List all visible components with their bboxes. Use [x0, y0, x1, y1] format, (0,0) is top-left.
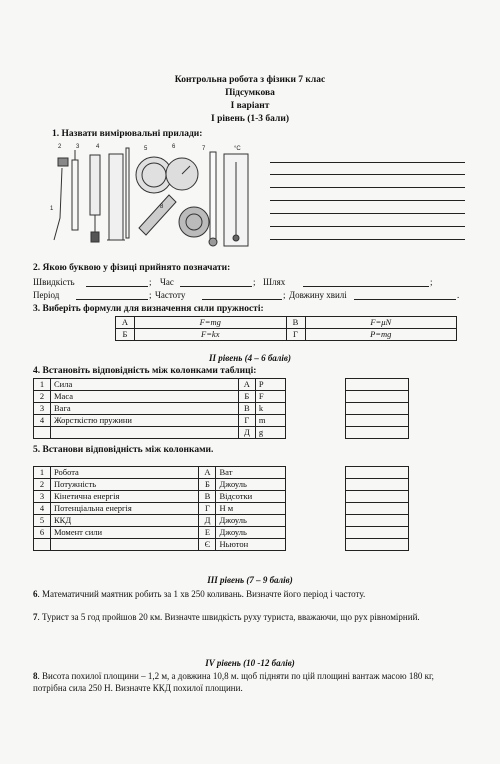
answer-row[interactable] [346, 403, 409, 415]
answer-row[interactable] [346, 479, 409, 491]
q2-period-blank[interactable] [76, 299, 148, 300]
instruments-image [44, 140, 254, 255]
table-cell: Потужність [51, 479, 199, 491]
table-row [34, 491, 286, 503]
answer-row[interactable] [346, 503, 409, 515]
table-cell: В [238, 403, 255, 415]
img-num-1: 1 [50, 206, 54, 212]
table-row [34, 415, 286, 427]
answer-cell[interactable] [346, 539, 409, 551]
q2-item-wavelength: Довжину хвилі [289, 290, 347, 300]
table-cell: k [255, 403, 285, 415]
table-row [34, 539, 286, 551]
table-cell: 5 [34, 515, 51, 527]
table-cell [34, 539, 51, 551]
q2-item-period: Період [33, 290, 60, 300]
q8-text: 8. Висота похилої площини – 1,2 м, а довжина 10,8 м. щоб підняти по цій площині вантаж масою 180 кг, потрібна сила 250 Н. Визначте ККД похилої площини. [33, 671, 434, 693]
level1-heading: І рівень (1-3 бали) [211, 114, 289, 124]
answer-row[interactable] [346, 379, 409, 391]
answer-row[interactable] [346, 415, 409, 427]
table-cell [51, 539, 199, 551]
table-cell: Д [199, 515, 216, 527]
table-cell: 1 [34, 467, 51, 479]
table-cell: А [238, 379, 255, 391]
table-row [34, 479, 286, 491]
table-row [34, 403, 286, 415]
table-cell: Джоуль [216, 515, 286, 527]
q2-item-speed: Швидкість [33, 277, 75, 287]
q3-table [115, 316, 457, 341]
table-cell: 6 [34, 527, 51, 539]
table-cell: В [199, 491, 216, 503]
table-cell: Джоуль [216, 479, 286, 491]
q1-label: 1. Назвати вимірювальні прилади: [52, 129, 203, 139]
answer-cell[interactable] [346, 527, 409, 539]
table-cell: 1 [34, 379, 51, 391]
table-cell [34, 427, 51, 439]
answer-row[interactable] [346, 467, 409, 479]
table-cell: g [255, 427, 285, 439]
answer-cell[interactable] [346, 515, 409, 527]
answer-cell[interactable] [346, 379, 409, 391]
q2-item-frequency: Частоту [155, 290, 186, 300]
table-cell: Б [238, 391, 255, 403]
table-cell: 2 [34, 391, 51, 403]
q2-item-time: Час [160, 277, 174, 287]
table-cell: F [255, 391, 285, 403]
table-cell: 4 [34, 503, 51, 515]
table-cell: Сила [51, 379, 239, 391]
table-cell: Потенціальна енергія [51, 503, 199, 515]
table-row: А F=mg В F=μN [116, 317, 457, 329]
q4-answer-grid[interactable] [345, 378, 409, 439]
table-cell: Е [199, 527, 216, 539]
table-cell: Г [199, 503, 216, 515]
table-cell: 3 [34, 403, 51, 415]
table-row [34, 527, 286, 539]
table-cell: ККД [51, 515, 199, 527]
q2-speed-blank[interactable] [86, 286, 148, 287]
table-cell: Р [255, 379, 285, 391]
table-cell: m [255, 415, 285, 427]
table-cell: Відсотки [216, 491, 286, 503]
img-celsius: °С [234, 146, 241, 152]
img-num-7: 7 [202, 146, 206, 152]
level2-heading: ІІ рівень (4 – 6 балів) [209, 353, 291, 363]
table-cell: Кінетична енергія [51, 491, 199, 503]
level3-heading: ІІІ рівень (7 – 9 балів) [207, 575, 293, 585]
table-cell: Джоуль [216, 527, 286, 539]
q2-frequency-blank[interactable] [202, 299, 282, 300]
answer-row[interactable] [346, 539, 409, 551]
answer-cell[interactable] [346, 415, 409, 427]
table-cell: Є [199, 539, 216, 551]
q5-label: 5. Встанови відповідність між колонками. [33, 445, 214, 455]
answer-cell[interactable] [346, 503, 409, 515]
answer-cell[interactable] [346, 427, 409, 439]
page-title: Контрольна робота з фізики 7 клас [174, 75, 326, 85]
table-cell: Ват [216, 467, 286, 479]
answer-row[interactable] [346, 515, 409, 527]
q2-item-path: Шлях [263, 277, 286, 287]
table-cell: Д [238, 427, 255, 439]
worksheet-page: Контрольна робота з фізики 7 клас Підсумкова І варіант І рівень (1-3 бали) 1. Назвати вимірювальні прилади: 2 3 4 5 6 7 8 1 °С 2. Якою буквою у фізиці прийнято позначати: Швидкість ; Час ; Шлях ; Період ; Частоту ; Довжину хвилі . 3. Виберіть формули для визначення сили пружності: А F=mg В F=μN Б F=kx Г P=mg ІІ рівень (4 – 6 балів) 4. Встановіть відповідність між колонками таблиці: 1 Сила А Р 2 Маса Б F 3 Вага В k 4 Жорсткістю пружини Г m Д g 5. Встанови відповідність між колонками. 1 Робота А Ват 2 Потужність Б Джоуль 3 Кінетична енергія В Відсотки 4 Потенціальна енергія Г Н м 5 ККД Д Джоуль 6 Момент сили Е Джоуль Є Ньютон ІІІ рівень (7 – 9 балів) 6. Математичний маятник робить за 1 хв 250 коливань. Визначте його період і частоту. 7. Турист за 5 год пройшов 20 км. Визначте швидкість руху туриста, вважаючи, що рух рівномірний. ІV рівень (10 -12 балів) 8. Висота похилої площини – 1,2 м, а довжина 10,8 м. щоб підняти по цій площині вантаж масою 180 кг, потрібна сила 250 Н. Визначте ККД похилої площини. [0, 0, 500, 764]
table-cell: Маса [51, 391, 239, 403]
table-cell: Вага [51, 403, 239, 415]
answer-row[interactable] [346, 527, 409, 539]
answer-cell[interactable] [346, 467, 409, 479]
answer-cell[interactable] [346, 391, 409, 403]
answer-cell[interactable] [346, 479, 409, 491]
img-num-3: 3 [76, 144, 80, 150]
table-cell: Н м [216, 503, 286, 515]
table-cell: 2 [34, 479, 51, 491]
table-cell: Ньютон [216, 539, 286, 551]
q2-time-blank[interactable] [180, 286, 252, 287]
page-subtitle: Підсумкова [225, 88, 275, 98]
answer-row[interactable] [346, 427, 409, 439]
q2-wavelength-blank[interactable] [354, 299, 456, 300]
table-cell: Робота [51, 467, 199, 479]
table-cell: Момент сили [51, 527, 199, 539]
table-row [34, 467, 286, 479]
table-cell: Г [238, 415, 255, 427]
table-cell: Жорсткістю пружини [51, 415, 239, 427]
img-num-5: 5 [144, 146, 148, 152]
table-row [34, 427, 286, 439]
table-row [34, 515, 286, 527]
q7-text: 7. Турист за 5 год пройшов 20 км. Визначте швидкість руху туриста, вважаючи, що рух рівномірний. [33, 612, 420, 622]
level4-heading: ІV рівень (10 -12 балів) [205, 658, 295, 668]
img-num-4: 4 [96, 144, 100, 150]
table-cell [51, 427, 239, 439]
table-cell: Б [199, 479, 216, 491]
table-row [34, 379, 286, 391]
answer-row[interactable] [346, 491, 409, 503]
answer-cell[interactable] [346, 491, 409, 503]
q4-table [33, 378, 286, 439]
table-cell: 4 [34, 415, 51, 427]
q3-label: 3. Виберіть формули для визначення сили пружності: [33, 304, 264, 314]
q4-label: 4. Встановіть відповідність між колонками таблиці: [33, 366, 257, 376]
table-row: Б F=kx Г P=mg [116, 329, 457, 341]
table-cell: А [199, 467, 216, 479]
table-cell: 3 [34, 491, 51, 503]
answer-row[interactable] [346, 391, 409, 403]
img-num-8: 8 [160, 204, 164, 210]
q2-path-blank[interactable] [303, 286, 429, 287]
q6-text: 6. Математичний маятник робить за 1 хв 250 коливань. Визначте його період і частоту. [33, 589, 366, 599]
table-row [34, 391, 286, 403]
img-num-6: 6 [172, 144, 176, 150]
q2-label: 2. Якою буквою у фізиці прийнято позначати: [33, 263, 231, 273]
q5-answer-grid[interactable] [345, 466, 409, 551]
answer-cell[interactable] [346, 403, 409, 415]
variant-label: І варіант [230, 101, 270, 111]
q5-table [33, 466, 286, 551]
table-row [34, 503, 286, 515]
img-num-2: 2 [58, 144, 62, 150]
